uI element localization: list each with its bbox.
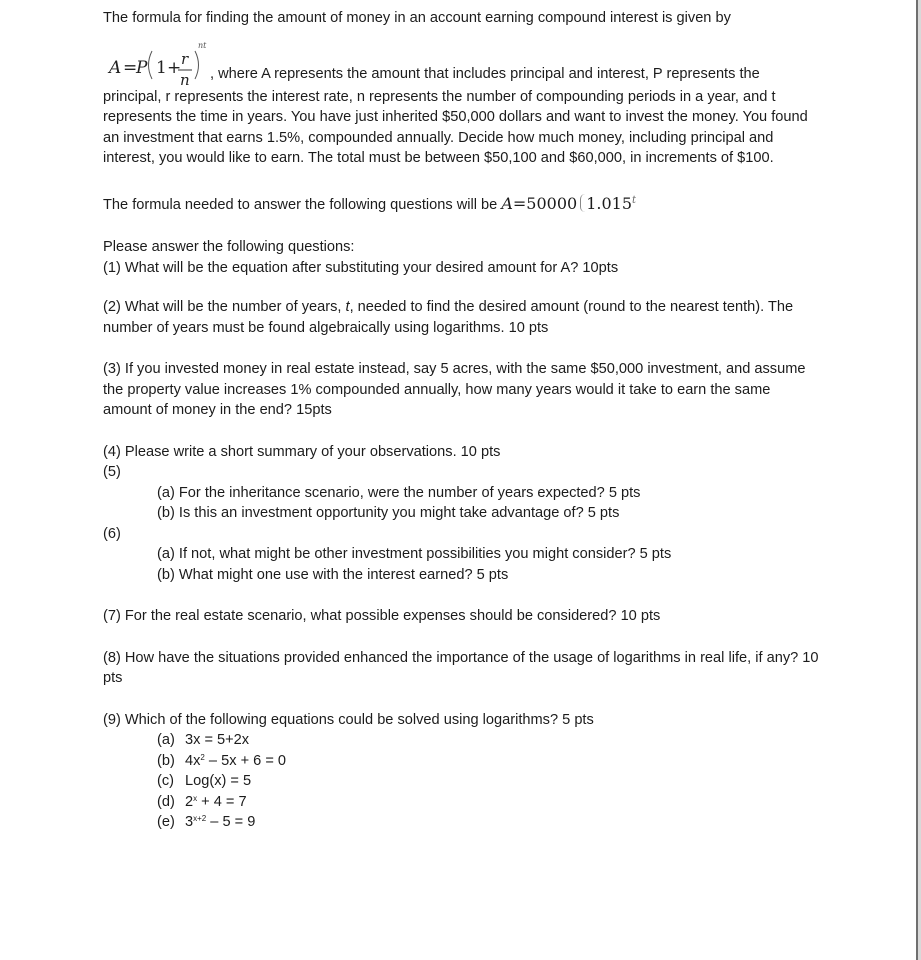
option-d-label: (d) — [157, 793, 175, 810]
question-2-part-b: , needed to find the desired amount (round to the nearest tenth). The number of years must be found algebraically using logarithms. 10 pts — [103, 299, 794, 336]
formula-a: A — [109, 57, 122, 78]
question-1: (1) What will be the equation after substituting your desired amount for A? 10pts — [103, 259, 619, 276]
formula-needed-text: The formula needed to answer the following questions will be — [103, 196, 502, 213]
option-e-sup: x+2 — [193, 814, 207, 823]
option-b-post: – 5x + 6 = 0 — [204, 752, 287, 769]
question-4: (4) Please write a short summary of your observations. 10 pts — [103, 443, 501, 460]
question-2-variable: t — [345, 299, 350, 315]
option-e-post: – 5 = 9 — [206, 814, 256, 830]
formula-exponent: nt — [198, 40, 207, 50]
formula-description: , where A represents the amount that includes principal and interest, P represents the — [210, 65, 760, 82]
option-b-sup: 2 — [200, 752, 205, 762]
option-b-label: (b) — [157, 752, 175, 769]
formula-equals: = — [123, 57, 138, 78]
question-9: (9) Which of the following equations could be solved using logarithms? 5 pts — [103, 711, 594, 728]
option-e-pre: 3 — [185, 814, 194, 830]
formula-denominator: n — [180, 70, 190, 87]
option-d-sup: x — [193, 793, 198, 803]
option-a-text: 3x = 5+2x — [185, 732, 250, 748]
question-9-option-b — [103, 751, 823, 772]
formula-needed-a: A — [501, 193, 513, 213]
formula-needed-rest: =50000 — [512, 193, 578, 213]
question-6b: (b) What might one use with the interest earned? 5 pts — [157, 566, 509, 583]
intro-paragraph: principal, r represents the interest rate, n represents the number of compounding periods in a year, and t represents the time in years. You have just inherited $50,000 dollars and want to invest the money. You found an investment that earns 1.5%, compounded annually. Decide how much money, including principal and interest, you would like to earn. The total must be between $50,100 and $60,000, in increments of $100. — [103, 88, 808, 166]
question-5b: (b) Is this an investment opportunity you might take advantage of? 5 pts — [157, 505, 620, 521]
formula-needed-exponent: t — [632, 194, 637, 206]
question-9-option-a — [103, 730, 823, 751]
document-content — [103, 8, 823, 833]
option-b-pre: 4x — [185, 752, 201, 769]
formula-one: 1 — [156, 57, 167, 78]
question-8: (8) How have the situations provided enhanced the importance of the usage of logarithms in real life, if any? 10 pts — [103, 649, 819, 686]
option-e-label: (e) — [157, 814, 175, 830]
compound-interest-formula-line — [103, 29, 823, 87]
question-9-option-e — [103, 812, 823, 833]
formula-needed-line — [103, 191, 823, 216]
question-5-label: (5) — [103, 464, 121, 480]
question-2 — [103, 297, 823, 338]
question-7: (7) For the real estate scenario, what possible expenses should be considered? 10 pts — [103, 608, 661, 624]
intro-line-1: The formula for finding the amount of money in an account earning compound interest is given by — [103, 10, 731, 26]
option-a-label: (a) — [157, 732, 175, 748]
formula-needed-base: 1.015 — [586, 193, 633, 213]
question-9-option-d — [103, 792, 823, 813]
option-d-pre: 2 — [185, 793, 194, 810]
questions-intro: Please answer the following questions: — [103, 239, 355, 255]
question-2-part-a: (2) What will be the number of years, — [103, 299, 346, 315]
formula-plus: + — [167, 57, 182, 78]
formula-needed-paren — [580, 194, 585, 212]
question-3: (3) If you invested money in real estate instead, say 5 acres, with the same $50,000 investment, and assume the property value increases 1% compounded annually, how many years would it take to earn the same amount of money in the end? 15pts — [103, 361, 806, 418]
formula-p: P — [136, 57, 148, 78]
formula-right-paren — [195, 51, 199, 79]
question-6-label: (6) — [103, 525, 121, 542]
option-c-text: Log(x) = 5 — [185, 773, 252, 789]
question-9-option-c — [103, 771, 823, 792]
formula-left-paren — [149, 51, 153, 79]
option-c-label: (c) — [157, 773, 175, 789]
question-6a: (a) If not, what might be other investment possibilities you might consider? 5 pts — [157, 546, 672, 562]
question-5a: (a) For the inheritance scenario, were the number of years expected? 5 pts — [157, 484, 641, 501]
formula-numerator: r — [181, 49, 189, 68]
compound-interest-formula — [105, 29, 211, 87]
option-d-post: + 4 = 7 — [197, 793, 247, 810]
